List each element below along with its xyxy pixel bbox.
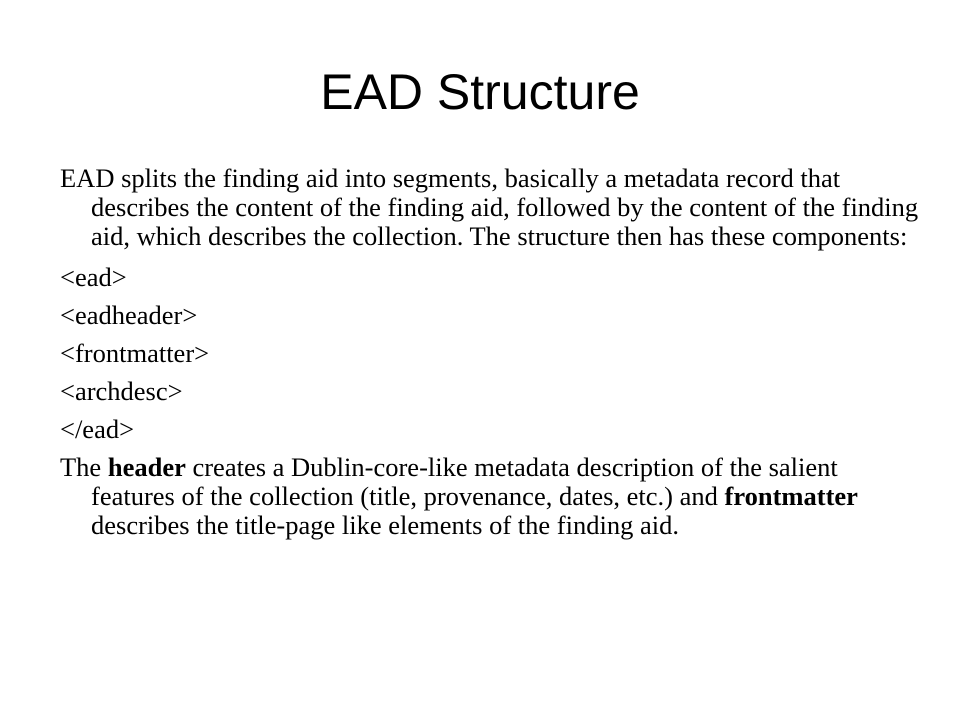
closing-text-3: describes the title-page like elements of the finding aid. [91,510,679,540]
closing-paragraph [60,453,920,540]
slide-body [60,164,920,552]
term-frontmatter: frontmatter [724,481,858,511]
component-eadheader: <eadheader> [60,300,198,330]
closing-text-2: creates a Dublin-core-like metadata description of the salient features of the collection (title, provenance, dates, etc.) and [91,452,838,511]
term-header: header [107,452,186,482]
component-ead-open: <ead> [60,262,127,292]
component-ead-close: </ead> [60,414,135,444]
component-list [60,263,920,444]
closing-text-1: The [60,452,108,482]
component-frontmatter: <frontmatter> [60,338,210,368]
component-archdesc: <archdesc> [60,376,183,406]
intro-paragraph: EAD splits the finding aid into segments, basically a metadata record that describes the content of the finding aid, followed by the content of the finding aid, which describes the collection. The structure then has these components: [60,163,919,251]
slide-title: EAD Structure [320,64,640,120]
